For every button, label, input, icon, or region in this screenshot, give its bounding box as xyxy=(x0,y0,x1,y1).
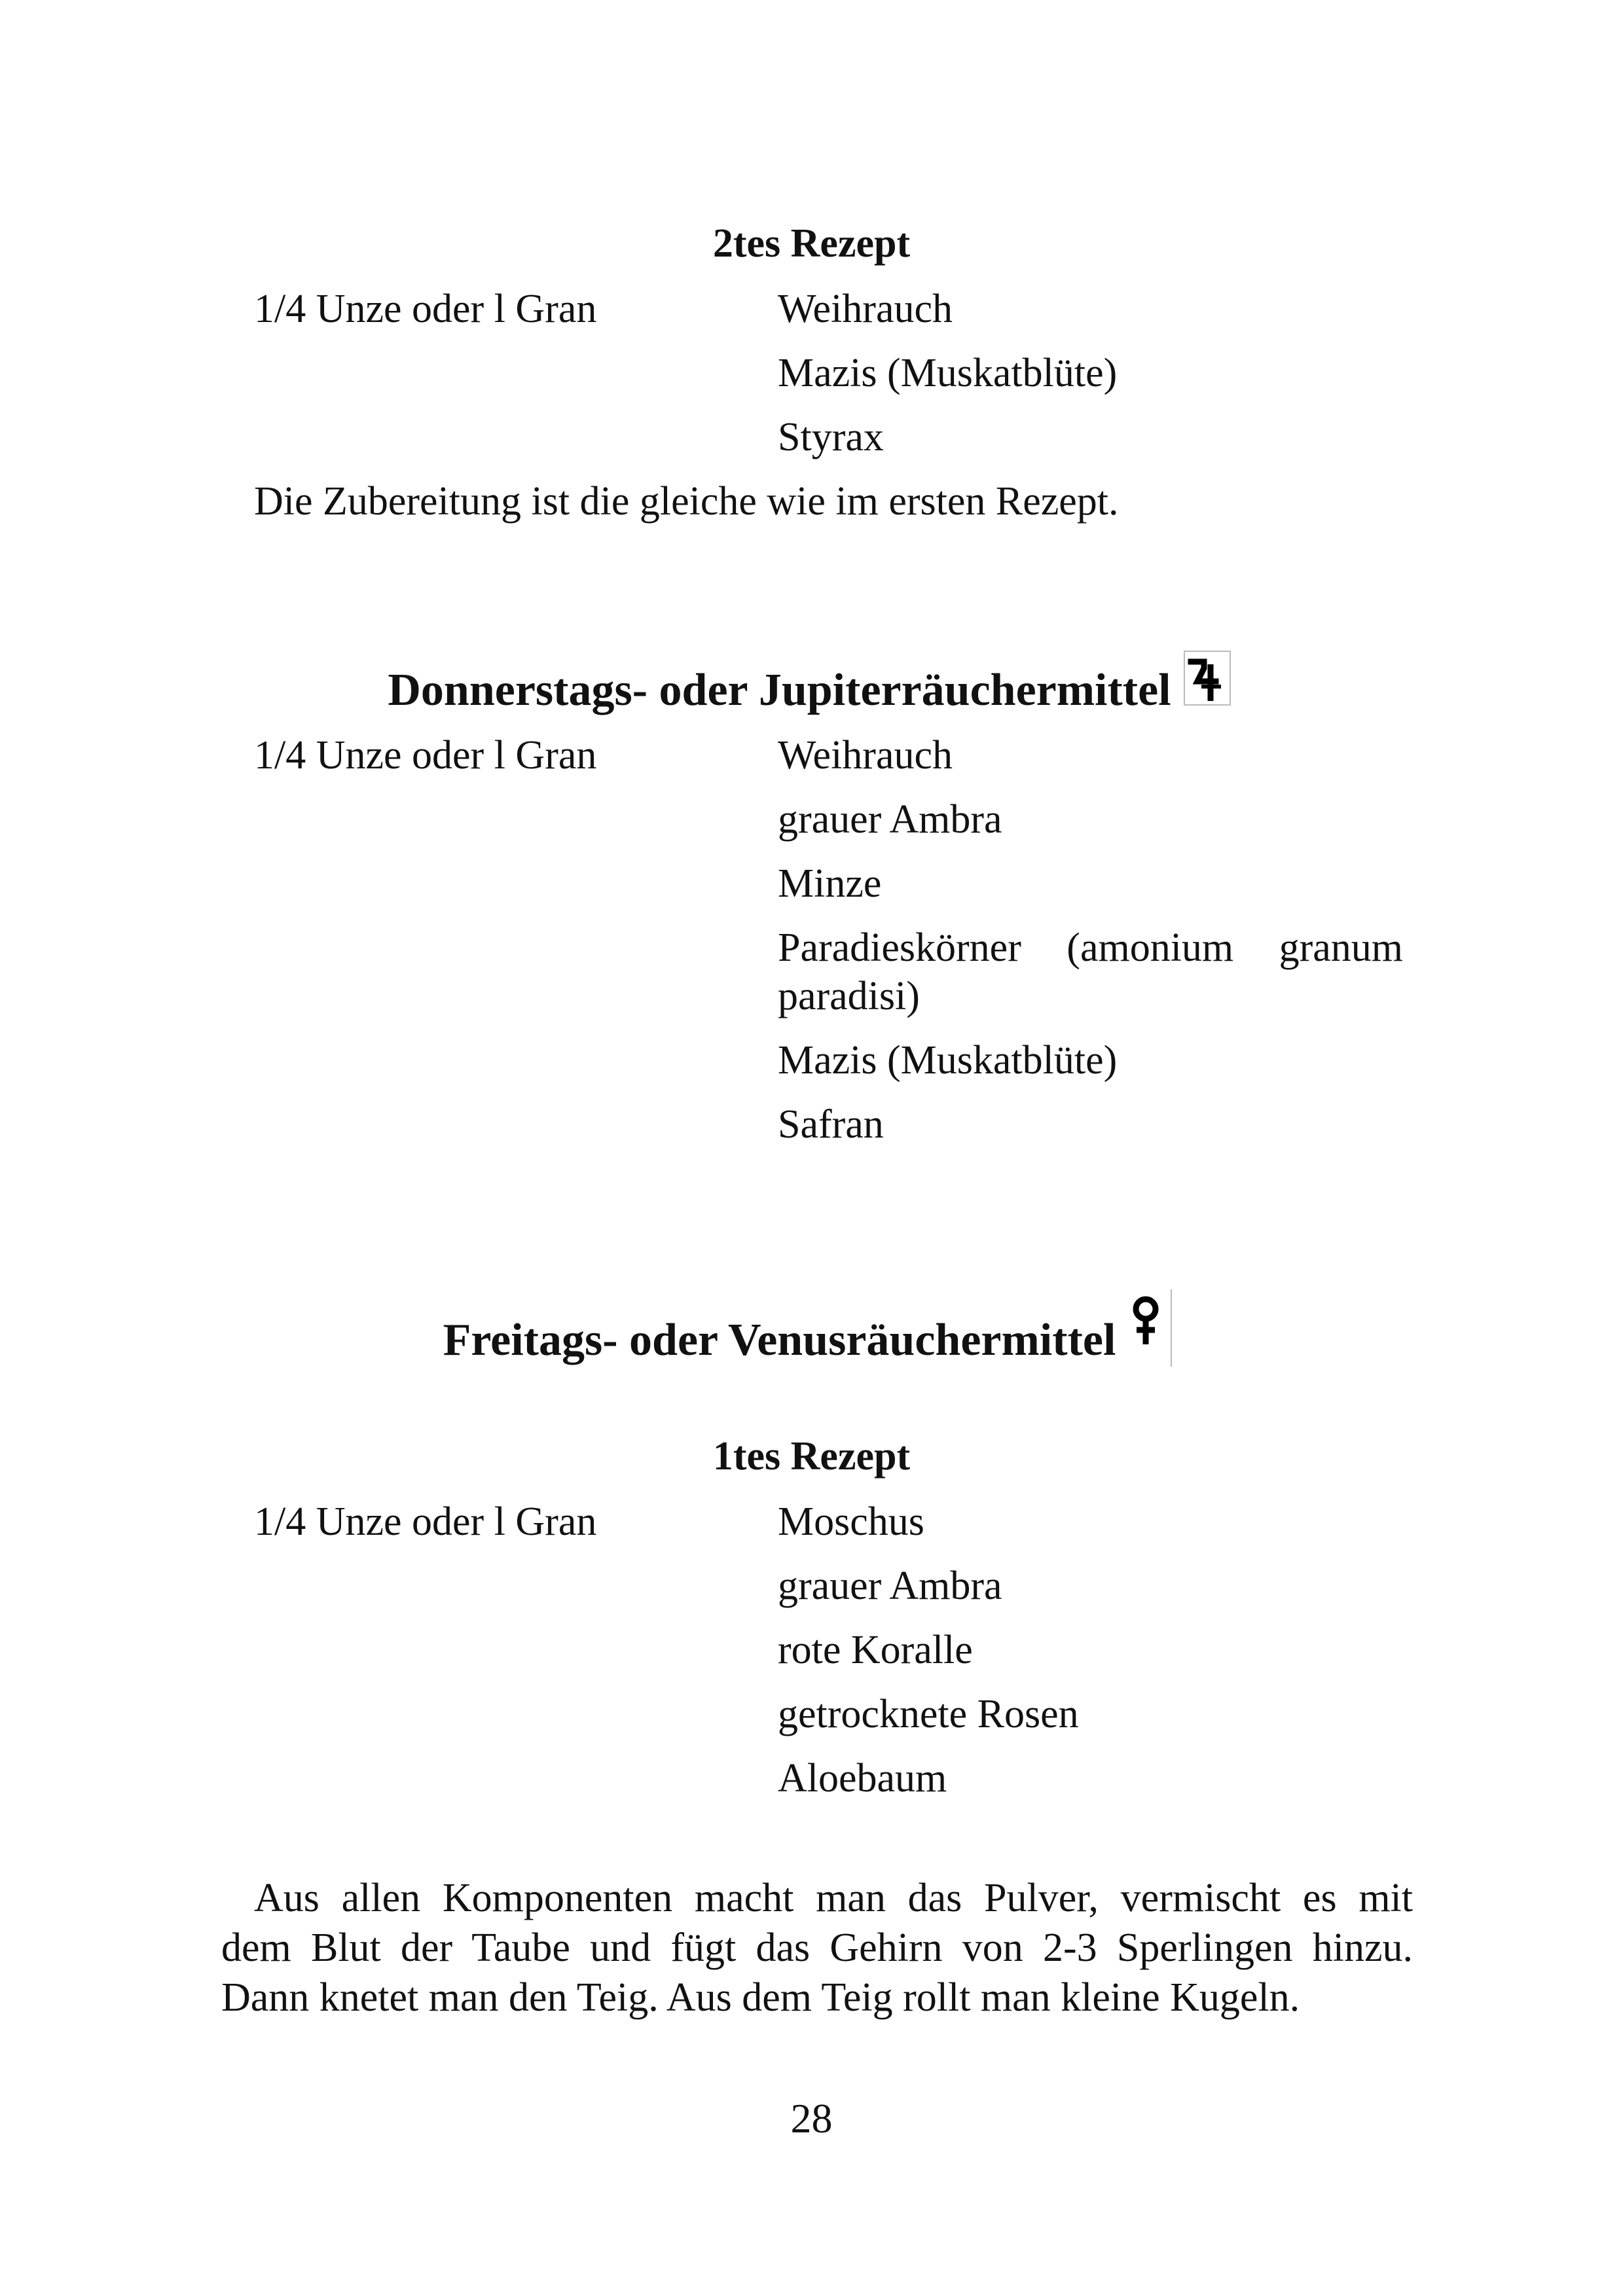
jupiter-heading xyxy=(0,650,1623,722)
paragraph-line: Dann knetet man den Teig. Aus dem Teig rollt man kleine Kugeln. xyxy=(221,1975,1300,2020)
jupiter-ingredient-continued: paradisi) xyxy=(778,974,920,1018)
jupiter-ingredient: Weihrauch xyxy=(778,733,953,778)
recipe-2-quantity: 1/4 Unze oder l Gran xyxy=(254,287,597,331)
venus-ingredient: Moschus xyxy=(778,1499,924,1544)
paragraph-line: Aus allen Komponenten macht man das Pulver, vermischt es mit xyxy=(254,1876,1413,1920)
recipe-2-ingredient: Weihrauch xyxy=(778,287,953,331)
venus-ingredient: grauer Ambra xyxy=(778,1564,1002,1608)
jupiter-ingredient: Safran xyxy=(778,1102,884,1147)
jupiter-heading-text: Donnerstags- oder Jupiterräuchermittel xyxy=(388,665,1171,715)
jupiter-quantity: 1/4 Unze oder l Gran xyxy=(254,733,597,778)
recipe-2-note: Die Zubereitung ist die gleiche wie im ersten Rezept. xyxy=(254,479,1119,524)
paragraph-line: dem Blut der Taube und fügt das Gehirn von 2-3 Sperlingen hinzu. xyxy=(221,1926,1413,1970)
recipe-2-ingredient: Mazis (Muskatblüte) xyxy=(778,351,1118,395)
recipe-2-title: 2tes Rezept xyxy=(712,221,911,266)
preparation-paragraph xyxy=(221,1873,1413,2022)
jupiter-ingredient: grauer Ambra xyxy=(778,797,1002,842)
venus-ingredient: Aloebaum xyxy=(778,1756,947,1801)
jupiter-symbol-icon xyxy=(1183,650,1235,722)
venus-heading xyxy=(0,1289,1623,1372)
page-number: 28 xyxy=(790,2095,833,2142)
venus-ingredient: getrocknete Rosen xyxy=(778,1692,1079,1736)
jupiter-ingredient: Paradieskörner (amonium granum xyxy=(778,925,1403,970)
venus-quantity: 1/4 Unze oder l Gran xyxy=(254,1499,597,1544)
jupiter-ingredient: Minze xyxy=(778,861,882,906)
venus-recipe-1-title: 1tes Rezept xyxy=(712,1434,911,1479)
venus-ingredient: rote Koralle xyxy=(778,1628,973,1672)
jupiter-ingredient: Mazis (Muskatblüte) xyxy=(778,1038,1118,1083)
venus-heading-text: Freitags- oder Venusräuchermittel xyxy=(443,1315,1116,1365)
recipe-2-ingredient: Styrax xyxy=(778,415,884,459)
venus-symbol-icon xyxy=(1127,1289,1180,1372)
